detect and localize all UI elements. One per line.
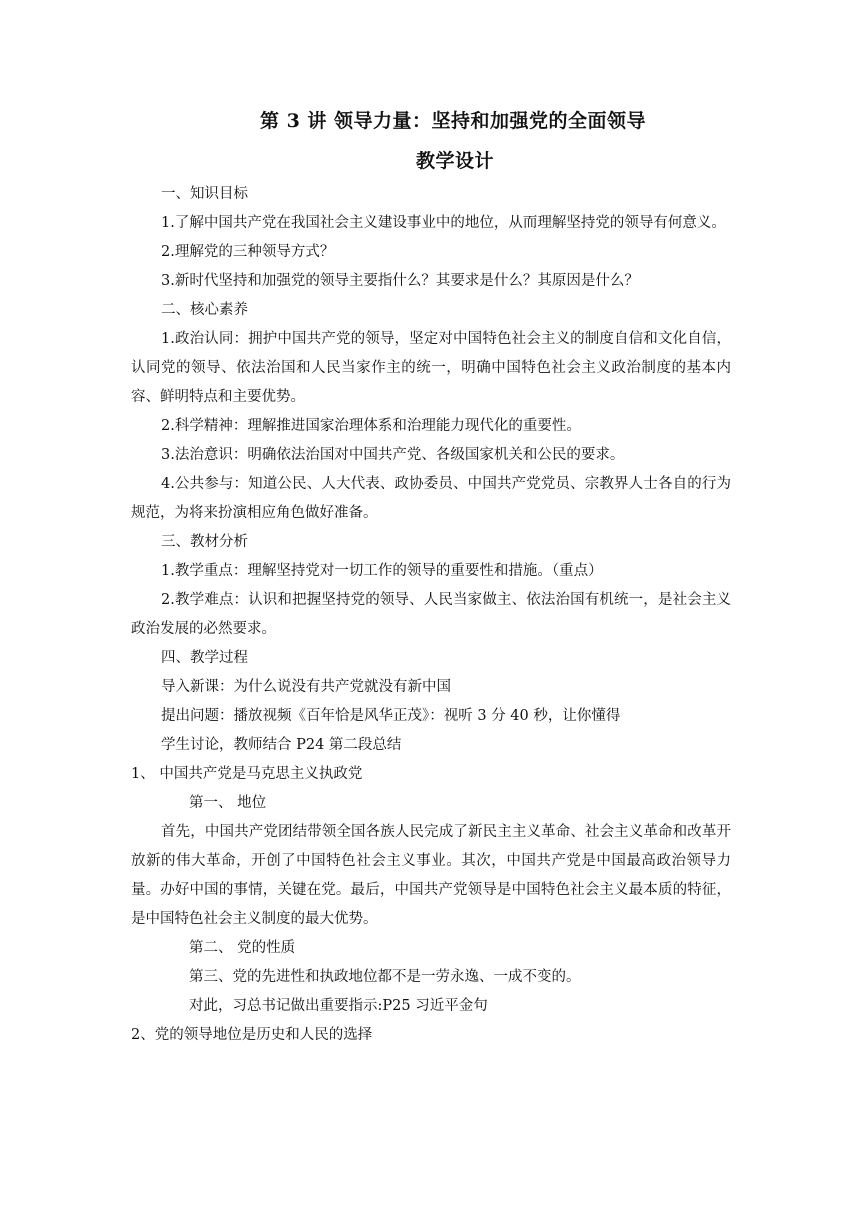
section-heading-process: 四、教学过程 — [161, 650, 248, 666]
document-subtitle: 教学设计 — [415, 150, 494, 172]
paragraph: 提出问题：播放视频《百年恰是风华正茂》：视听 3 分 40 秒，让你懂得 — [161, 708, 621, 724]
paragraph: 4.公共参与：知道公民、人大代表、政协委员、中国共产党党员、宗教界人士各自的行为规范，为将来扮演相应角色做好准备。 — [131, 476, 731, 521]
paragraph: 首先，中国共产党团结带领全国各族人民完成了新民主主义革命、社会主义革命和改革开放新的伟大革命，开创了中国特色社会主义事业。其次，中国共产党是中国最高政治领导力量。办好中国的事情，关键在党。最后，中国共产党领导是中国特色社会主义最本质的特征，是中国特色社会主义制度的最大优势。 — [131, 824, 731, 927]
paragraph: 对此，习总书记做出重要指示:P25 习近平金句 — [189, 998, 488, 1014]
numbered-heading: 2、党的领导地位是历史和人民的选择 — [131, 1027, 373, 1043]
paragraph: 3.新时代坚持和加强党的领导主要指什么？其要求是什么？其原因是什么？ — [161, 273, 639, 289]
section-heading-knowledge: 一、知识目标 — [161, 186, 248, 202]
paragraph: 1.政治认同：拥护中国共产党的领导，坚定对中国特色社会主义的制度自信和文化自信，认同党的领导、依法治国和人民当家作主的统一，明确中国特色社会主义政治制度的基本内容、鲜明特点和主要优势。 — [131, 331, 731, 405]
paragraph: 2.科学精神：理解推进国家治理体系和治理能力现代化的重要性。 — [161, 418, 581, 434]
paragraph: 学生讨论，教师结合 P24 第二段总结 — [161, 737, 402, 753]
section-heading-textbook: 三、教材分析 — [161, 534, 248, 550]
paragraph: 1.了解中国共产党在我国社会主义建设事业中的地位，从而理解坚持党的领导有何意义。 — [161, 215, 726, 231]
paragraph: 第三、党的先进性和执政地位都不是一劳永逸、一成不变的。 — [189, 969, 581, 985]
sub-heading: 第一、 地位 — [189, 795, 267, 811]
document-title: 第 3 讲 领导力量：坚持和加强党的全面领导 — [259, 110, 647, 132]
numbered-heading: 1、 中国共产党是马克思主义执政党 — [131, 766, 363, 782]
paragraph: 2.教学难点：认识和把握坚持党的领导、人民当家做主、依法治国有机统一，是社会主义政治发展的必然要求。 — [131, 592, 731, 637]
paragraph: 2.理解党的三种领导方式？ — [161, 244, 335, 260]
paragraph: 导入新课：为什么说没有共产党就没有新中国 — [161, 679, 451, 695]
document-body — [131, 180, 731, 1050]
sub-heading: 第二、 党的性质 — [189, 940, 296, 956]
section-heading-core: 二、核心素养 — [161, 302, 248, 318]
paragraph: 3.法治意识：明确依法治国对中国共产党、各级国家机关和公民的要求。 — [161, 447, 625, 463]
paragraph: 1.教学重点：理解坚持党对一切工作的领导的重要性和措施。（重点） — [161, 563, 603, 579]
